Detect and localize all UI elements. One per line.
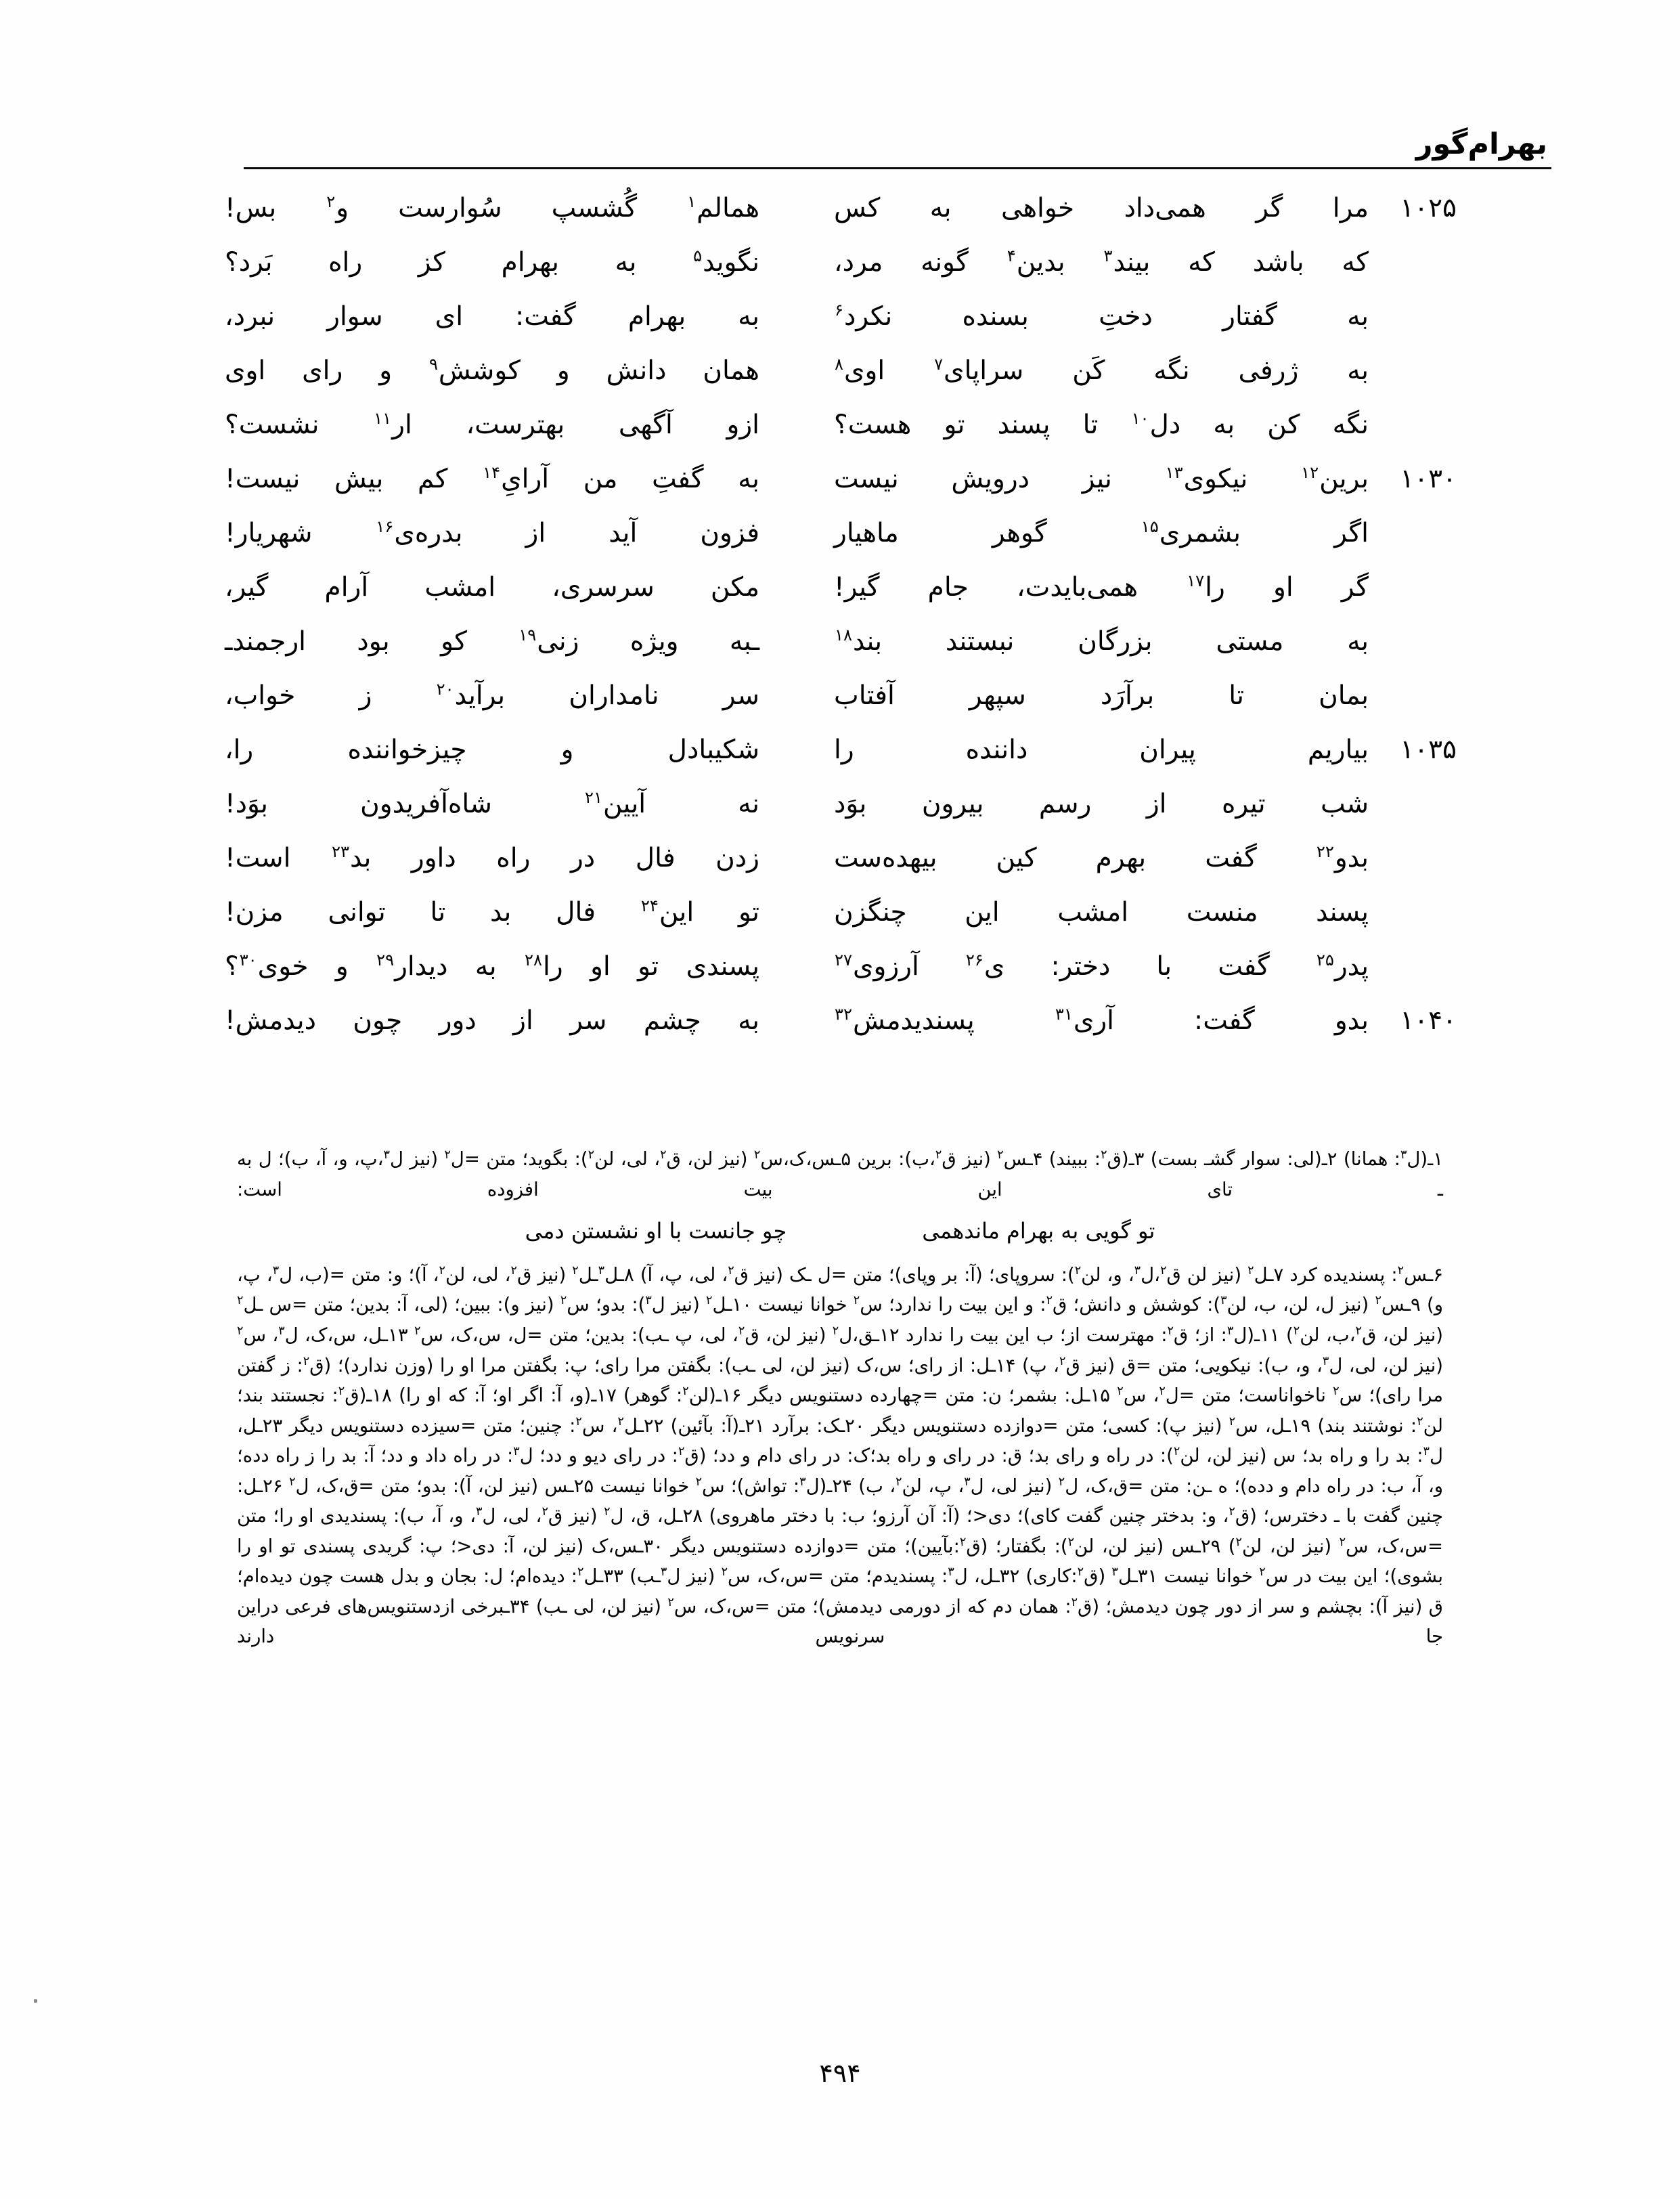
scan-speck xyxy=(34,1999,37,2003)
hemistich-second: تو این$^{۲۴}$ فال بد تا توانی مزن! xyxy=(225,896,759,928)
verse-row xyxy=(223,570,1457,619)
verse-row xyxy=(223,245,1457,294)
hemistich-first: گر او را$^{۱۷}$ همی‌بایدت، جام گیر! xyxy=(834,571,1369,603)
apparatus-inset-verse xyxy=(237,1214,1443,1249)
verse-row xyxy=(223,299,1457,348)
hemistich-first: مرا گر همی‌داد خواهی به کس xyxy=(834,193,1369,223)
verse-number: ۱۰۳۰ xyxy=(1400,464,1457,494)
hemistich-second: مکن سرسری، امشب آرام گیر، xyxy=(225,572,759,603)
verse-row xyxy=(223,895,1457,944)
hemistich-second: زدن فال در راه داور بد$^{۲۳}$ است! xyxy=(225,842,760,873)
apparatus-note: ۶ـس$^۲$: پسندیده کرد ۷ـل$^۲$ (نیز لن ق$^۲$،ل$^۳$، و، لن$^۲$): سروپای؛ (آ: بر وپای)؛ متن =ل ـک (نیز ق$^۲$، لی، پ، آ) ۸ـل$^۳$ـل$^۲$ (نیز ق$^۲$، لی، لن$^۲$، آ)؛ و: متن =(ب، ل$^۳$، پ، و) ۹ـس$^۲$ (نیز ل، لن، ب، لن$^۳$): کوشش و دانش؛ ق$^۲$: و این بیت را ندارد؛ س$^۲$ خوانا نیست ۱۰ـل$^۲$ (نیز ل$^۳$): بدو؛ س$^۲$ (نیز و): ببین؛ (لی، آ: بدین؛ متن =س ـل$^۲$ (نیز لن، ق$^۲$،ب، لن$^۲$) ۱۱ـ(ل$^۳$: از؛ ق$^۲$: مهترست از؛ ب این بیت را ندارد ۱۲ـق،ل$^۲$ (نیز لن، ق$^۲$، لی، پ ـب): بدین؛ متن =ل، س،ک، س$^۲$ ۱۳ـل، س،ک، ل$^۳$، س$^۲$ (نیز لن، لی، ل$^۳$، و، ب): نیکویی؛ متن =ق (نیز ق$^۲$، پ) ۱۴ـل: از رای؛ س،ک (نیز لن، لی ـب): بگفتن مرا رای؛ پ: بگفتن مرا او را (وزن ندارد)؛ (ق$^۲$: ز گفتن مرا رای)؛ س$^۲$ ناخوانا‌ست؛ متن =ل$^۲$، س$^۲$ ۱۵ـل: بشمر؛ ن: متن =چهارده دستنویس دیگر ۱۶ـ(لن$^۲$: گوهر) ۱۷ـ(و، آ: اگر او؛ آ: که او را) ۱۸ـ(ق$^۲$: نجستند بند؛ لن$^۲$: نوشتند بند) ۱۹ـل، س$^۲$ (نیز پ): کسی؛ متن =دوازده دستنویس دیگر ۲۰ـک: برآرد ۲۱ـ(آ: بآئین) ۲۲ـل$^۲$، س$^۲$: چنین؛ متن =سیزده دستنویس دیگر ۲۳ـل، ل$^۳$: بد را و راه بد؛ س (نیز لن، لن$^۲$): در راه و رای بد؛ ق: در رای و راه بد؛ک: در رای دام و دد؛ (ق$^۲$: در رای دیو و دد؛ ل$^۳$: در راه داد و دد؛ آ: بد را ز راه دده؛ و، آ، ب: در راه دام و دده)؛ ه ـن: متن =ق،ک، ل$^۲$ (نیز لی، ل$^۳$، پ، لن$^۲$، ب) ۲۴ـ(ل$^۳$: تواش)؛ س$^۲$ خوانا نیست ۲۵ـس (نیز لن، آ): بدو؛ متن =ق،ک، ل$^۲$ ۲۶ـل: چنین گفت با ـ دخترس؛ (ق$^۲$، و: بدختر چنین گفت کای)؛ دی<؛ (آ: آن آرزو؛ ب: با دختر ماهروی) ۲۸ـل، ق، ل$^۲$ (نیز ق$^۲$، لی، ل$^۳$، و، آ، ب): پسندیدی او را؛ متن =س،ک، س$^۲$ (نیز لن، لن$^۲$) ۲۹ـس (نیز لن، لن$^۲$): بگفتار؛ (ق$^۲$:بآیین)؛ متن =دوازده دستنویس دیگر ۳۰ـس،ک (نیز لن، آ: دی<؛ پ: گریدی پسندی تو او را بشوی)؛ این بیت در س$^۲$ خوانا نیست ۳۱ـل$^۳$ (ق$^۲$:کاری) ۳۲ـل، ل$^۳$: پسندیدم؛ متن =س،ک، س$^۲$ (نیز ل$^۳$ـب) ۳۳ـل$^۲$: دیده‌ام؛ ل: بجان و بدل هست چون دیده‌ام؛ ق (نیز آ): بچشم و سر از دور چون دیدمش؛ (ق$^۲$: همان دم که از دورمی دیدمش)؛ متن =س،ک، س$^۲$ (نیز لن، لی ـب) ۳۴ـبرخی ازدستنویس‌های فرعی دراین جا سرنویس دارند xyxy=(237,1263,1444,1648)
verse-row xyxy=(223,949,1457,998)
running-head-rule xyxy=(244,167,1551,169)
hemistich-first: بدو گفت: آری$^{۳۱}$ پسندیدمش$^{۳۲}$ xyxy=(835,1005,1369,1036)
verse-row xyxy=(223,733,1457,781)
hemistich-first: پدر$^{۲۵}$ گفت با دختر: ی$^{۲۶}$ آرزوی$^{۲۷}$ xyxy=(835,951,1369,982)
verse-number: ۱۰۲۵ xyxy=(1400,193,1457,223)
hemistich-first: بیاریم پیران داننده را xyxy=(834,735,1369,765)
hemistich-second: به چشم سر از دور چون دیدمش! xyxy=(225,1005,759,1036)
verse-row xyxy=(223,787,1457,835)
hemistich-second: سر نامداران برآید$^{۲۰}$ ز خواب، xyxy=(225,680,759,711)
hemistich-first: اگر بشمری$^{۱۵}$ گوهر ماهیار xyxy=(834,517,1369,548)
hemistich-second: همان دانش و کوشش$^۹$ و رای اوی xyxy=(225,355,759,386)
inset-hemistich-first: تو گویی به بهرام ماندهمی xyxy=(922,1218,1155,1244)
hemistich-first: پسند منست امشب این چنگزن xyxy=(834,897,1369,928)
critical-apparatus xyxy=(237,1144,1443,1653)
running-head xyxy=(244,129,1551,169)
verse-number: ۱۰۴۰ xyxy=(1400,1005,1457,1036)
apparatus-note: ۱ـ(ل$^۳$: همانا) ۲ـ(لی: سوار گشـ بست) ۳ـ(ق$^۲$: ببیند) ۴ـس$^۲$ (نیز ق$^۲$،ب): برین ۵ـس،ک،س$^۲$ (نیز لن، ق$^۲$، لی، لن$^۲$): بگوید؛ متن =ل$^۲$ (نیز ل$^۳$،پ، و، آ، ب)؛ ل به ـ تای این بیت افزوده است: xyxy=(237,1148,1443,1200)
hemistich-second: فزون آید از بدره‌ی$^{۱۶}$ شهریار! xyxy=(225,517,760,548)
verse-row xyxy=(223,191,1457,240)
hemistich-first: به مستی بزرگان نبستند بند$^{۱۸}$ xyxy=(835,626,1369,657)
verse-row xyxy=(223,678,1457,727)
hemistich-second: ازو آگهی بهترست، ار$^{۱۱}$ نشست؟ xyxy=(225,409,759,440)
page-number: ۴۹۴ xyxy=(819,2058,861,2088)
running-head-title: بهرام‌گور xyxy=(1415,127,1547,161)
verse-row xyxy=(223,462,1457,510)
hemistich-first: بدو$^{۲۲}$ گفت بهرم کین بیهده‌ست xyxy=(834,842,1369,873)
hemistich-first: به ژرفی نگه کَن سراپای$^۷$ اوی$^۸$ xyxy=(835,355,1369,386)
verse-row xyxy=(223,624,1457,673)
hemistich-second: نه آیین$^{۲۱}$ شاه‌آفریدون بوَد! xyxy=(225,788,759,819)
hemistich-second: همالم$^۱$ گُشسپ سُوارست و$^۲$ بس! xyxy=(225,192,760,223)
hemistich-first: شب تیره از رسم بیرون بوَد xyxy=(834,789,1369,819)
hemistich-second: نگوید$^۵$ به بهرام کز راه بَرد؟ xyxy=(225,246,759,278)
hemistich-second: به گفتِ من آرایِ$^{۱۴}$ کم بیش نیست! xyxy=(225,463,759,494)
hemistich-second: ـبه ویژه زنی$^{۱۹}$ کو بود ارجمندـ xyxy=(225,626,760,657)
verse-row xyxy=(223,1003,1457,1052)
hemistich-second: شکیبادل و چیزخواننده را، xyxy=(225,735,759,765)
hemistich-first: که باشد که بیند$^۳$ بدین$^۴$ گونه مرد، xyxy=(834,246,1369,278)
verse-row xyxy=(223,841,1457,890)
hemistich-second: پسندی تو او را$^{۲۸}$ به دیدار$^{۲۹}$ و خوی$^{۳۰}$؟ xyxy=(225,951,759,982)
verse-row xyxy=(223,516,1457,565)
hemistich-first: نگه کن به دل$^{۱۰}$ تا پسند تو هست؟ xyxy=(834,409,1369,440)
verse-number: ۱۰۳۵ xyxy=(1400,735,1457,765)
hemistich-first: برین$^{۱۲}$ نیکوی$^{۱۳}$ نیز درویش نیست xyxy=(834,463,1369,494)
verse-row xyxy=(223,353,1457,402)
hemistich-first: بمان تا برآرَد سپهر آفتاب xyxy=(834,680,1369,711)
hemistich-second: به بهرام گفت: ای سوار نبرد، xyxy=(225,301,759,332)
inset-hemistich-second: چو جانست با او نشستن دمی xyxy=(525,1218,787,1244)
hemistich-first: به گفتار دختِ بسنده نکرد$^۶$ xyxy=(835,301,1369,332)
verse-block xyxy=(223,191,1457,1058)
verse-row xyxy=(223,408,1457,456)
